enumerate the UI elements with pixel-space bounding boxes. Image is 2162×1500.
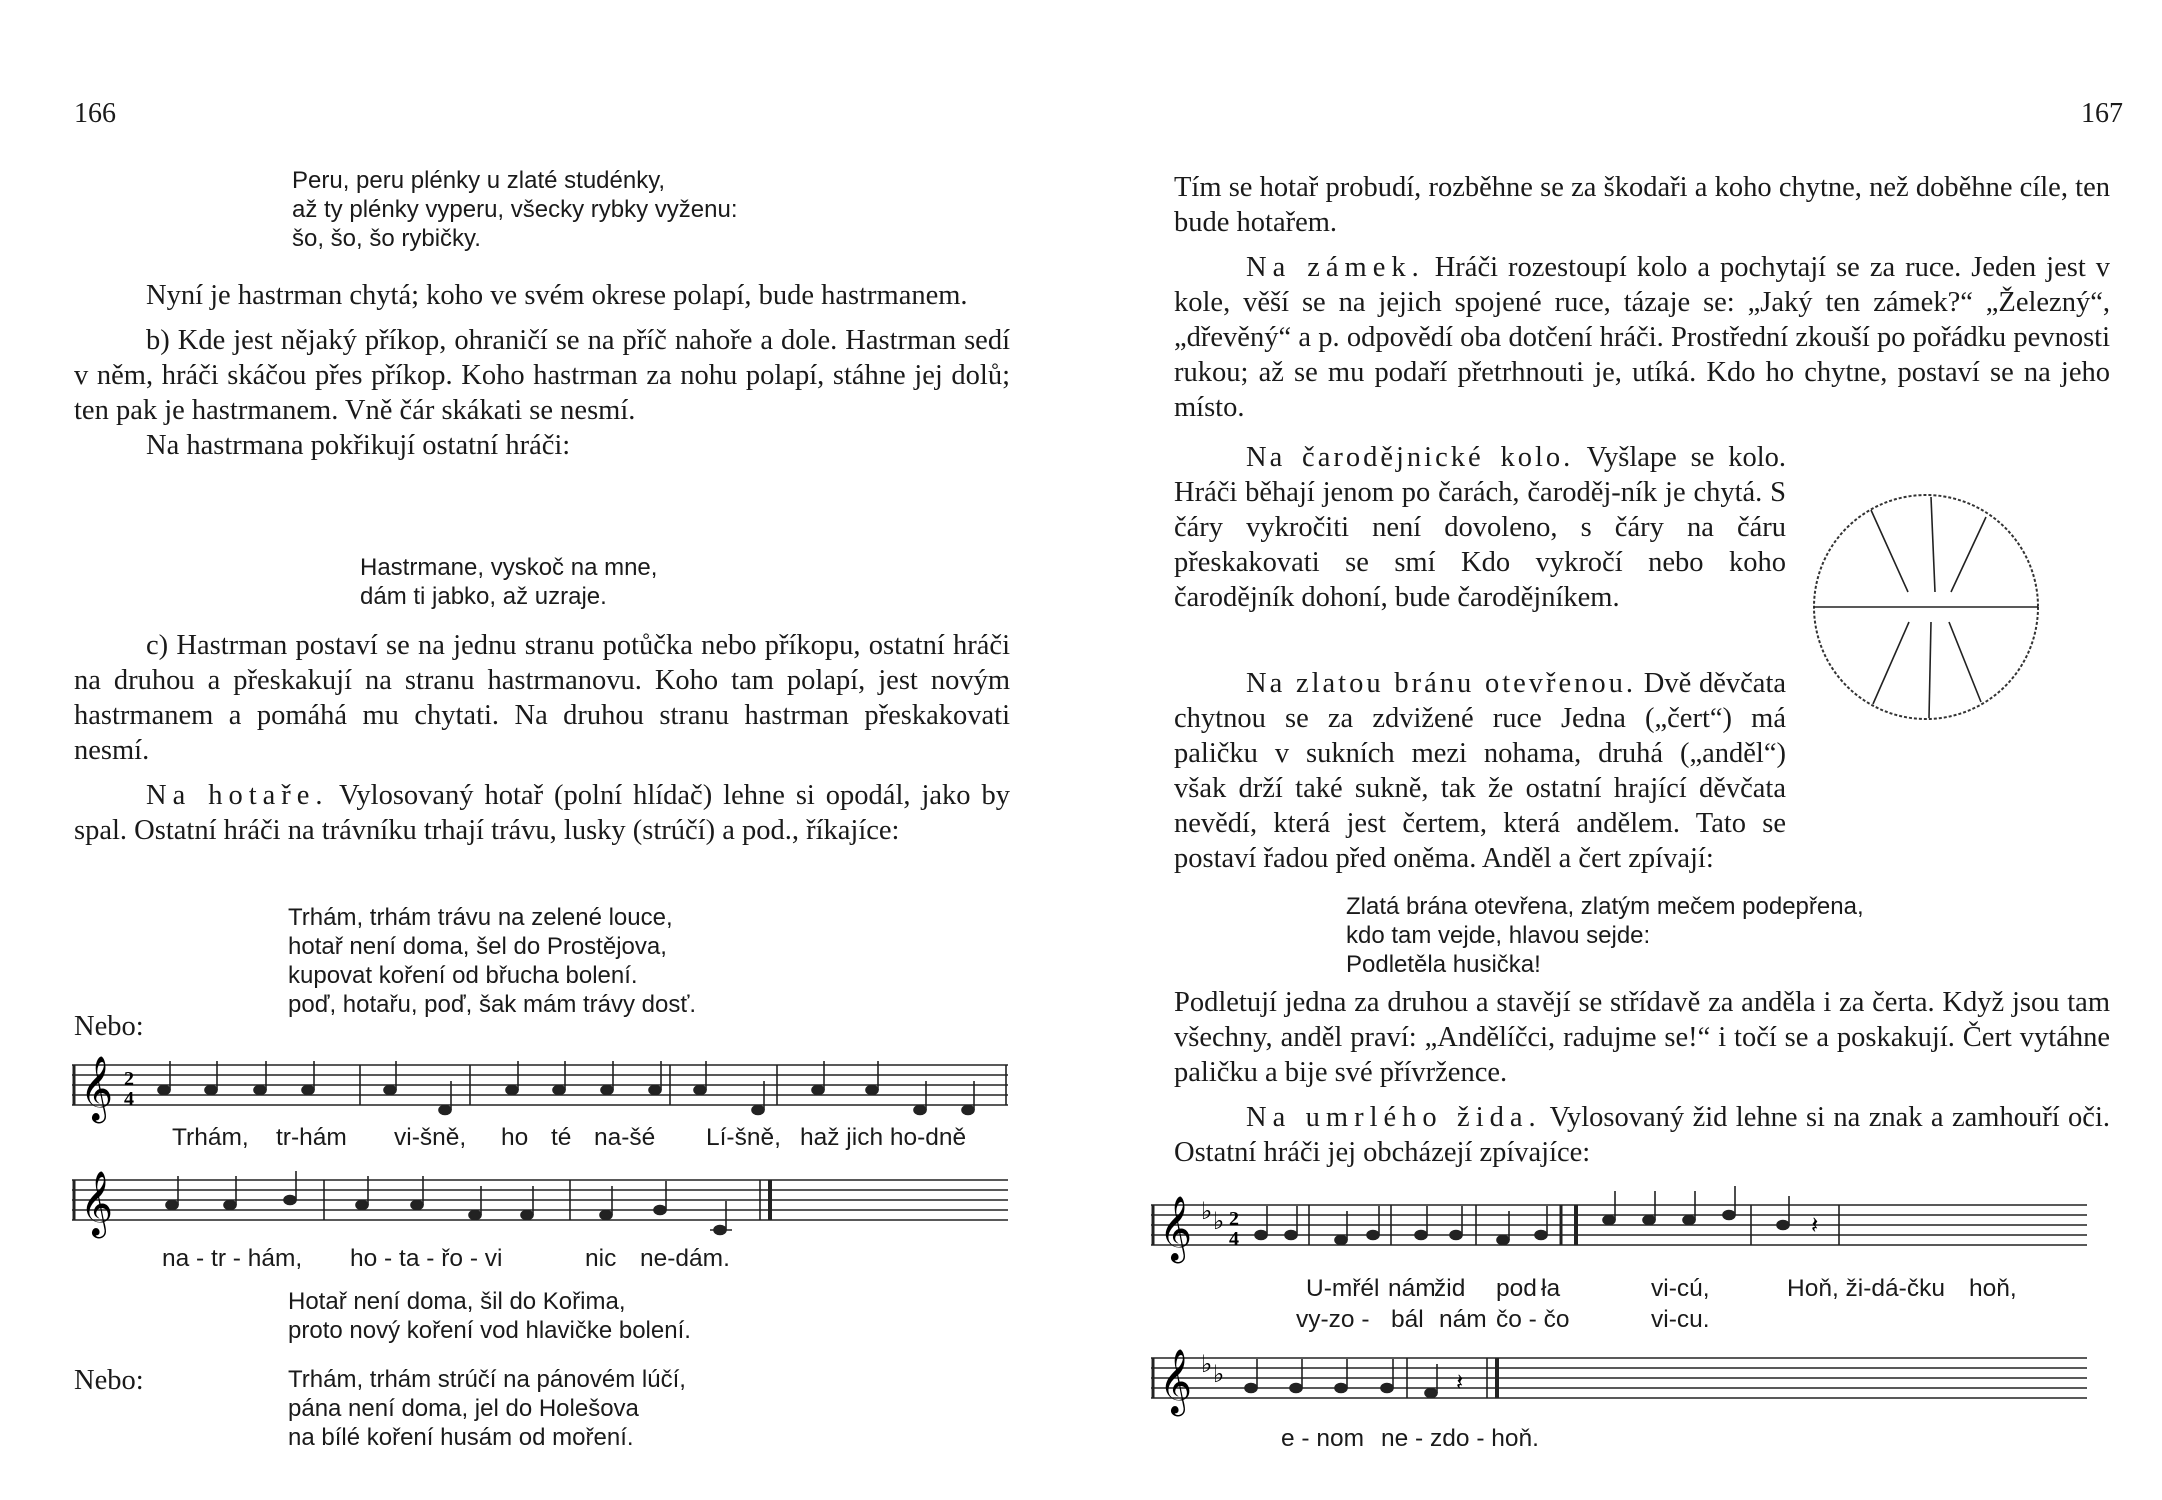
paragraph [1174,440,1786,615]
verse-line: Peru, peru plénky u zlaté studénky, [292,167,666,194]
verse-line: šo, šo, šo rybičky. [292,225,481,252]
section-title: Na čarodějnické kolo. [1246,442,1574,473]
lyric: té [551,1124,572,1151]
lyric: vi-šně, [394,1124,467,1151]
verse-line: poď, hotařu, poď, šak mám trávy dosť. [288,991,697,1018]
verse-hotar [288,1287,691,1345]
verse-hastrmane [360,553,657,611]
right-page [1081,0,2162,1500]
lyric: vi-cu. [1651,1306,1710,1333]
music-staff-3 [1151,1195,2091,1265]
lyric: nám [1388,1275,1436,1302]
paragraph: c) Hastrman postaví se na jednu stranu potůčka nebo příkopu, ostatní hráči na druhou a přeskakují na stranu hastrmanovu. Koho tam polapí, jest novým hastrmanem a pomáhá mu chytati. Na druhou stranu hastrman přeskakovati nesmí. [74,630,1010,766]
text-block-2 [1174,440,1786,615]
paragraph: Podletují jedna za druhou a stavějí se střídavě za anděla i za čerta. Když jsou tam všechny, anděl praví: „Andělíčci, radujme se!“ i točí se a poskakují. Čert vytáhne paličku a bije své přívržence. [1174,987,2110,1088]
page-number: 166 [74,98,116,129]
music-staff-2 [72,1170,1012,1240]
verse-line: hotař není doma, šel do Prostějova, [288,933,667,960]
section-title: Na umrlého žida. [1246,1102,1542,1133]
rest-icon: 𝄽 [1811,1213,1819,1239]
lyric: pod [1496,1275,1537,1302]
lyric: žid [1434,1275,1466,1302]
paragraph: Nyní je hastrman chytá; koho ve svém okrese polapí, bude hastrmanem. [146,280,968,311]
text-block-4 [1174,985,2110,1170]
paragraph-text: Vyšlape se kolo. Hráči běhají jenom po čarách, čaroděj-ník je chytá. S čáry vykročiti není dovoleno, s čáry na čáru přeskakovati se smí Kdo vykročí nebo koho čarodějník dohoní, bude čarodějníkem. [1174,442,1786,613]
paragraph: Tím se hotař probudí, rozběhne se za škodaři a koho chytne, než doběhne cíle, ten bude hotařem. [1174,172,2110,238]
lyric: Lí-šně, [706,1124,781,1151]
verse-brana [1346,892,1864,979]
flat-icon: ♭ [1201,1199,1213,1225]
text-block-3 [1174,666,2110,876]
verse-line: Trhám, trhám trávu na zelené louce, [288,904,673,931]
flat-icon: ♭ [1213,1209,1225,1235]
lyric: e - nom [1281,1425,1365,1452]
page-number: 167 [2081,98,2123,129]
flat-icon: ♭ [1201,1352,1213,1378]
lyric: vy-zo - [1296,1306,1370,1333]
lyric: ne - zdo - hoň. [1381,1425,1539,1452]
lyric: Trhám, [172,1124,249,1151]
verse-line: kupovat koření od břucha bolení. [288,962,638,989]
lyric: ho - ta - řo - vi [350,1245,503,1272]
paragraph [1174,250,2110,425]
lyric: nic [585,1245,617,1272]
lyric: na-šé [594,1124,656,1151]
lyric: vi-cú, [1651,1275,1710,1302]
lyric: hoň, [1969,1275,2017,1302]
lyric: haž jich ho-dně [800,1124,967,1151]
section-title: Na hotaře. [146,780,329,811]
treble-clef-icon: 𝄞 [80,1056,114,1121]
lyric: ne-dám. [640,1245,730,1272]
lyric: tr-hám [276,1124,347,1151]
treble-clef-icon: 𝄞 [1159,1196,1193,1261]
paragraph [1174,1100,2110,1170]
time-signature-bottom: 4 [1229,1228,1239,1250]
section-title: Na zámek. [1246,252,1425,283]
verse-line: na bílé koření husám od moření. [288,1424,634,1451]
lyric: ho [501,1124,529,1151]
verse-peru [292,166,738,253]
verse-line: Zlatá brána otevřena, zlatým mečem podepřena, [1346,893,1864,920]
rest-icon: 𝄽 [1456,1370,1464,1396]
paragraph: Na hastrmana pokřikují ostatní hráči: [146,430,571,461]
verse-line: až ty plénky vyperu, všecky rybky vyženu: [292,196,738,223]
lyric: nám [1439,1306,1487,1333]
verse-strucci [288,1365,686,1452]
music-staff-4 [1151,1348,2091,1418]
verse-line: dám ti jabko, až uzraje. [360,583,607,610]
section-title: Na zlatou bránu otevřenou. [1246,668,1637,699]
verse-line: Podletěla husička! [1346,951,1541,978]
lyric: bál [1391,1306,1424,1333]
verse-line: kdo tam vejde, hlavou sejde: [1346,922,1651,949]
lyric: U-mřél [1306,1275,1380,1302]
music-staff-1 [72,1055,1012,1125]
time-signature-bottom: 4 [124,1088,134,1110]
paragraph [74,778,1010,848]
treble-clef-icon: 𝄞 [80,1171,114,1236]
verse-line: Trhám, trhám strúčí na pánovém lúčí, [288,1366,686,1393]
paragraph [1174,666,1786,876]
lyric: Hoň, ži-dá-čku [1787,1275,1945,1302]
paragraph: b) Kde jest nějaký příkop, ohraničí se na příč nahoře a dole. Hastrman sedí v něm, hráči skáčou přes příkop. Koho hastrman za nohu polapí, stáhne jej dolů; ten pak je hastrmanem. Vně čár skákati se nesmí. [74,325,1010,426]
paragraph-text: Vylosovaný žid lehne si na znak a zamhouří oči. Ostatní hráči jej obcházejí zpívajíce: [1174,1102,2110,1168]
text-block-2 [74,628,1010,848]
time-signature-top: 2 [124,1068,134,1090]
nebo-label: Nebo: [74,1365,144,1396]
verse-line: Hastrmane, vyskoč na mne, [360,554,658,581]
flat-icon: ♭ [1213,1362,1225,1388]
verse-line: proto nový koření vod hlavičke bolení. [288,1317,691,1344]
lyric: na - tr - hám, [162,1245,303,1272]
verse-trham [288,903,696,1019]
text-block-1 [74,278,1010,463]
paragraph-text: Dvě děvčata chytnou se za zdvižené ruce Jedna („čert“) má paličku v sukních mezi nohama, druhá („anděl“) však drží také sukně, tak že ostatní hrající děvčata nevědí, která jest čertem, která andělem. Tato se postaví řadou před oněma. Anděl a čert zpívají: [1174,668,1787,874]
time-signature-top: 2 [1229,1208,1239,1230]
lyric: čo - čo [1496,1306,1570,1333]
paragraph-text: Vylosovaný hotař (polní hlídač) lehne si opodál, jako by spal. Ostatní hráči na trávníku trhají trávu, lusky (strúčí) a pod., říkajíce: [74,780,1010,846]
verse-line: pána není doma, jel do Holešova [288,1395,639,1422]
paragraph-text: Hráči rozestoupí kolo a pochytají se za ruce. Jeden jest v kole, věší se na jejich spojené ruce, tázaje se: „Jaký ten zámek?“ „Železný“, „dřevěný“ a p. odpovědí oba dotčení hráči. Prostřední zkouší po pořádku pevnosti rukou; až se mu podaří přetrhnouti je, utíká. Kdo ho chytne, postaví se na jeho místo. [1174,252,2110,423]
lyric: ła [1541,1275,1561,1302]
verse-line: Hotař není doma, šil do Kořima, [288,1288,626,1315]
nebo-label: Nebo: [74,1011,144,1042]
text-block-1 [1174,170,2110,425]
treble-clef-icon: 𝄞 [1159,1349,1193,1414]
